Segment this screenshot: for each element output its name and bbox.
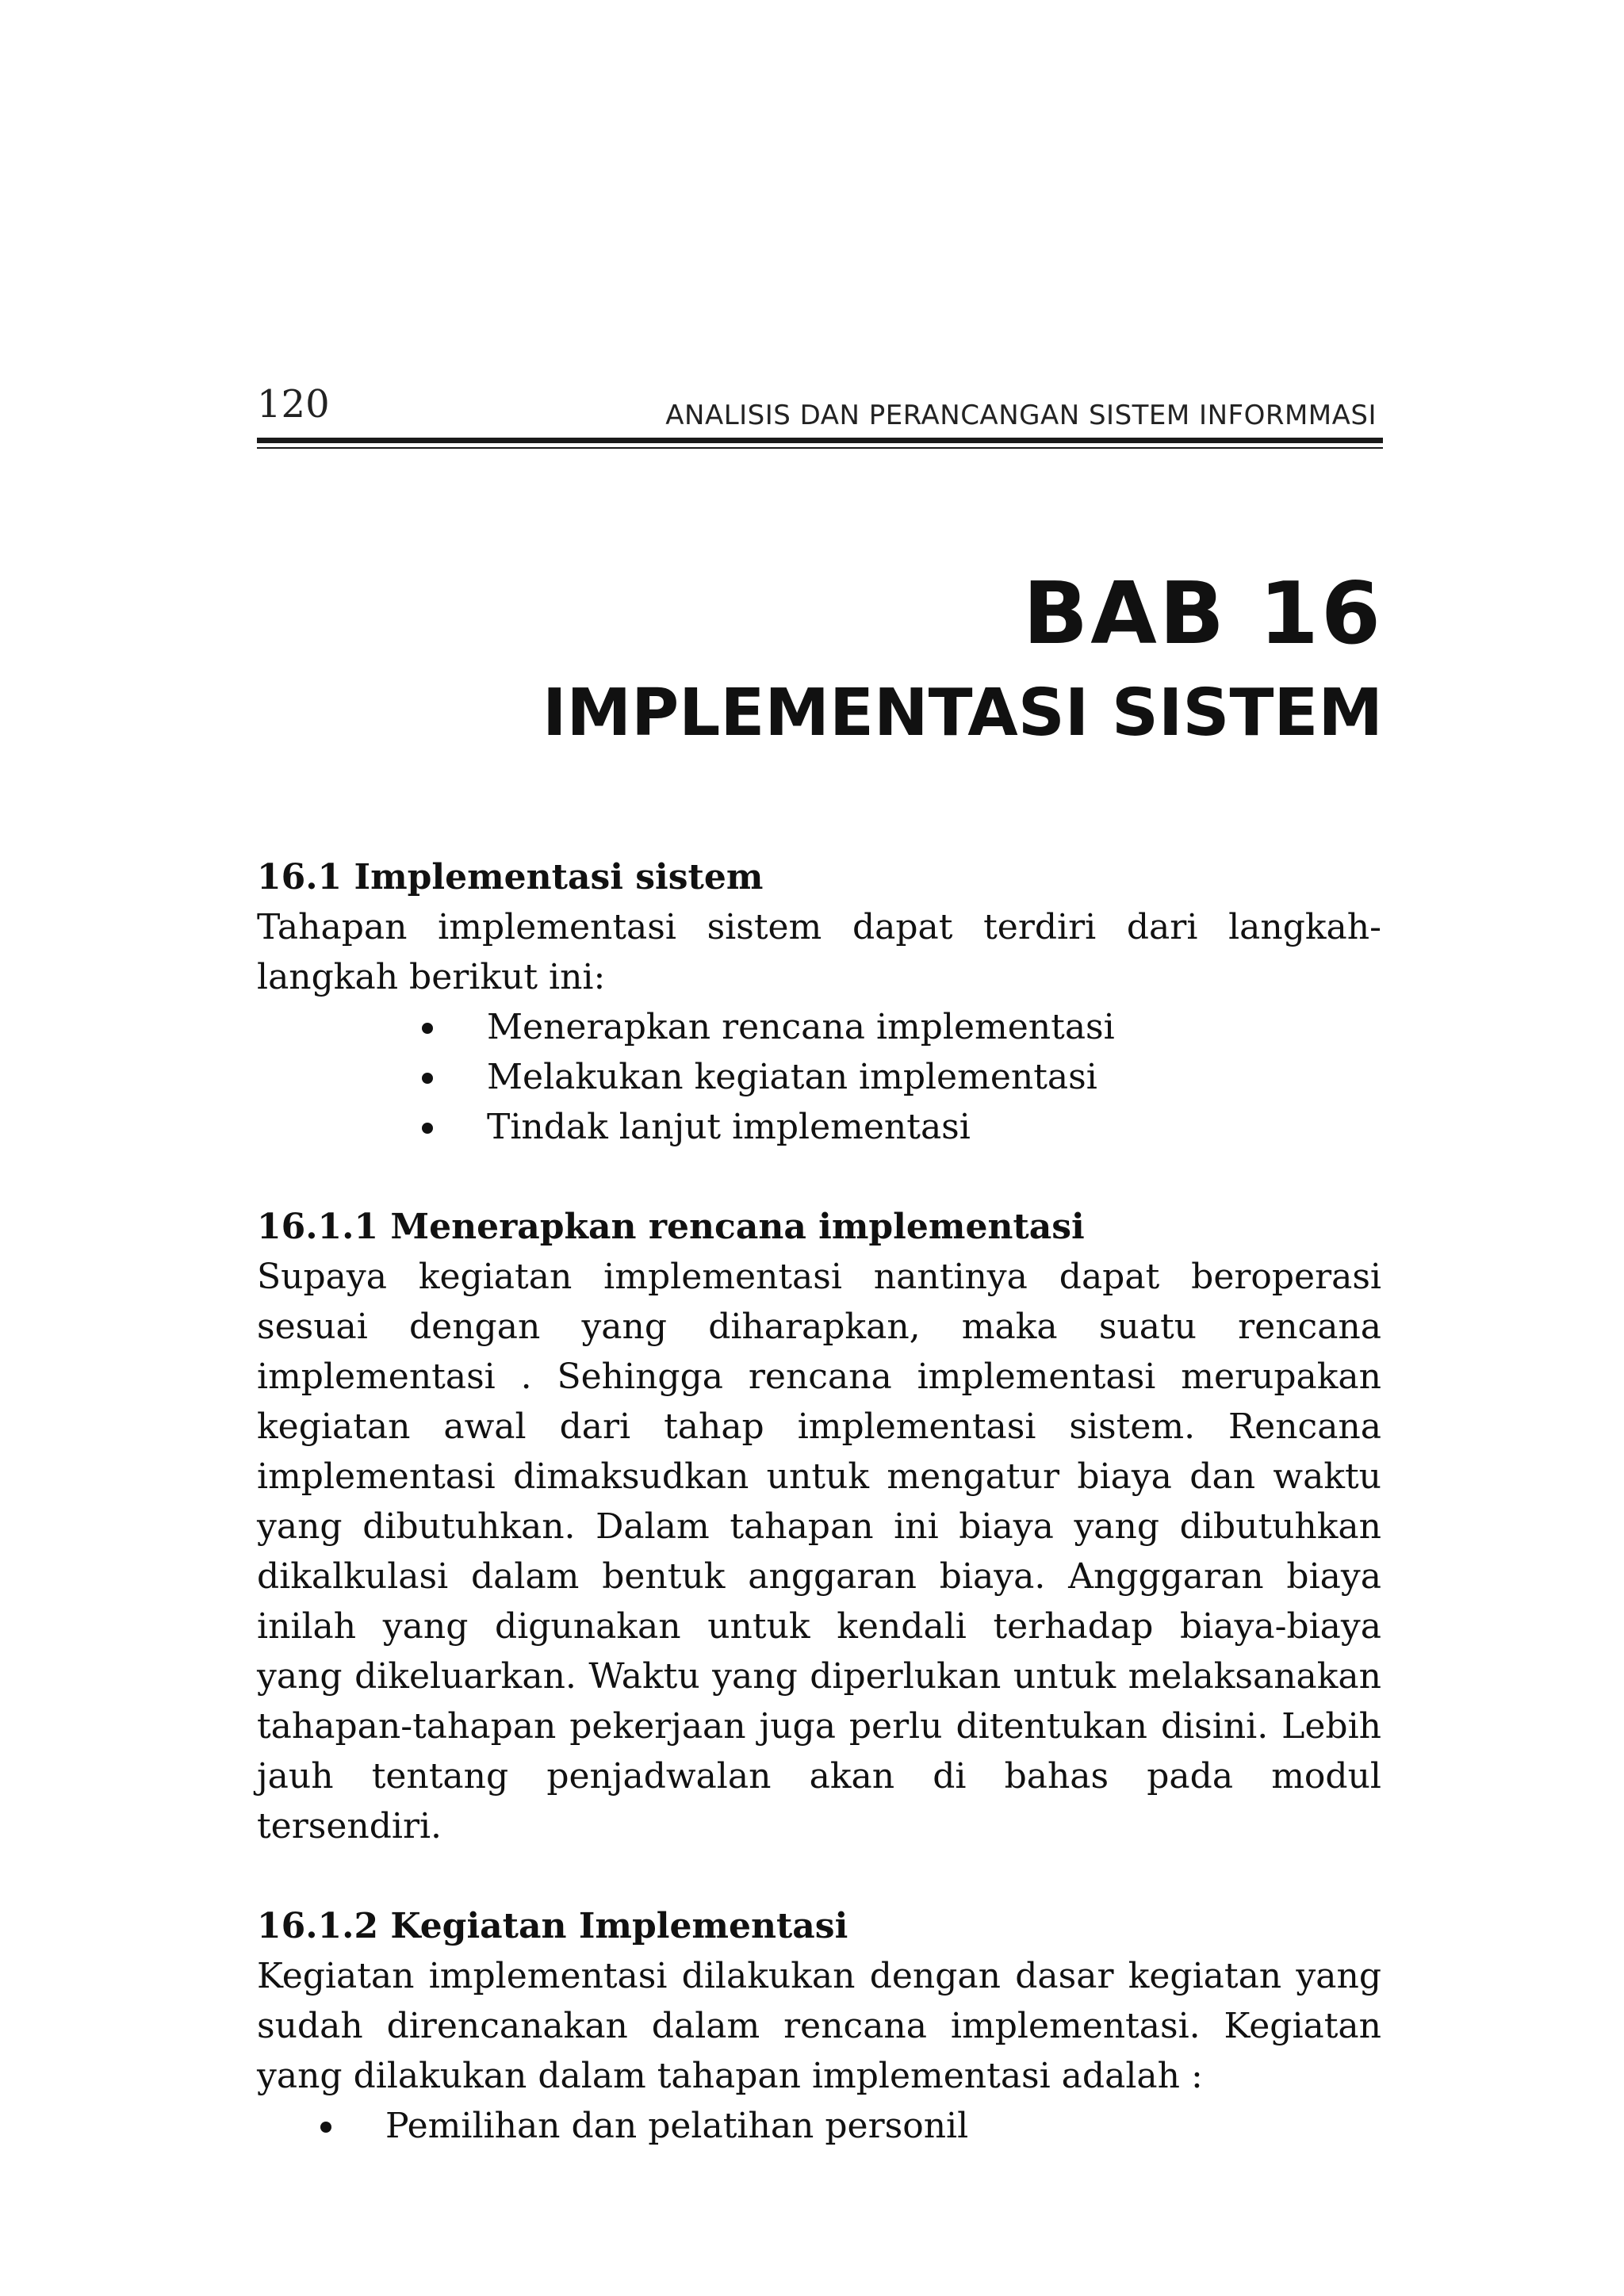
list-item-text: Pemilihan dan pelatihan personil	[385, 2106, 969, 2146]
bullet-icon	[320, 2122, 331, 2133]
bullet-icon	[422, 1123, 433, 1134]
list-item-text: Tindak lanjut implementasi	[487, 1107, 971, 1147]
list-item	[257, 2101, 1381, 2151]
section-paragraph: Supaya kegiatan implementasi nantinya dapat beroperasi sesuai dengan yang diharapkan, maka suatu rencana implementasi . Sehingga rencana implementasi merupakan kegiatan awal dari tahap implementasi sistem. Rencana implementasi dimaksudkan untuk mengatur biaya dan waktu yang dibutuhkan. Dalam tahapan ini biaya yang dibutuhkan dikalkulasi dalam bentuk anggaran biaya. Angggaran biaya inilah yang digunakan untuk kendali terhadap biaya-biaya yang dikeluarkan. Waktu yang diperlukan untuk melaksanakan tahapan-tahapan pekerjaan juga perlu ditentukan disini. Lebih jauh tentang penjadwalan akan di bahas pada modul tersendiri.	[257, 1257, 1381, 1846]
list-item	[257, 1102, 1381, 1152]
list-item	[257, 1052, 1381, 1102]
bullet-icon	[422, 1073, 433, 1084]
document-body	[257, 852, 1381, 2151]
spacer	[257, 1152, 1381, 1202]
section-heading: 16.1.1 Menerapkan rencana implementasi	[257, 1207, 1085, 1247]
header-rule-thick	[257, 438, 1383, 443]
spacer	[257, 1851, 1381, 1901]
list-item	[257, 1002, 1381, 1052]
section-paragraph: Kegiatan implementasi dilakukan dengan dasar kegiatan yang sudah direncanakan dalam rencana implementasi. Kegiatan yang dilakukan dalam tahapan implementasi adalah :	[257, 1956, 1381, 2096]
list-item-text: Melakukan kegiatan implementasi	[487, 1057, 1097, 1097]
page-number: 120	[257, 382, 330, 427]
section-heading: 16.1 Implementasi sistem	[257, 857, 764, 897]
chapter-number: BAB 16	[1022, 564, 1383, 664]
running-header	[257, 381, 1383, 452]
bullet-list	[257, 2101, 1381, 2151]
section-paragraph: Tahapan implementasi sistem dapat terdiri dari langkah-langkah berikut ini:	[257, 907, 1381, 997]
section-heading: 16.1.2 Kegiatan Implementasi	[257, 1906, 848, 1946]
header-rule-thin	[257, 447, 1383, 449]
list-item-text: Menerapkan rencana implementasi	[487, 1007, 1115, 1047]
bullet-icon	[422, 1023, 433, 1034]
bullet-list	[257, 1002, 1381, 1152]
running-title: ANALISIS DAN PERANCANGAN SISTEM INFORMMASI	[665, 400, 1377, 431]
chapter-title: IMPLEMENTASI SISTEM	[542, 675, 1383, 751]
